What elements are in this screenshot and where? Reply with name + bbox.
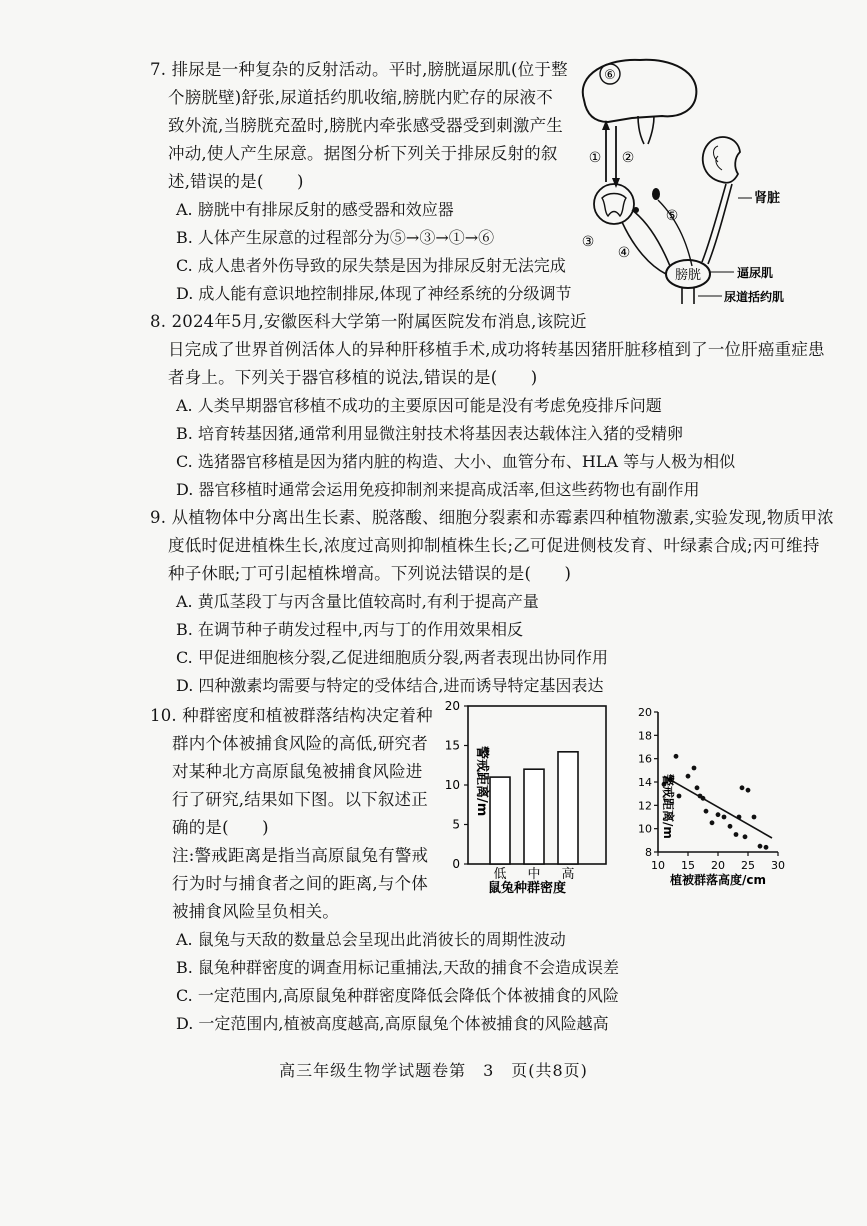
q10-note: 行为时与捕食者之间的距离,与个体 — [172, 874, 428, 893]
x-tick-label: 20 — [711, 859, 725, 872]
q9-option-d: D. 四种激素均需要与特定的受体结合,进而诱导特定基因表达 — [176, 676, 604, 695]
q9-option-a: A. 黄瓜茎段丁与丙含量比值较高时,有利于提高产量 — [176, 592, 539, 611]
q7-line: 致外流,当膀胱充盈时,膀胱内牵张感受器受到刺激产生 — [168, 116, 563, 135]
bar — [524, 769, 544, 864]
q7-option-a: A. 膀胱中有排尿反射的感受器和效应器 — [176, 200, 454, 219]
q8-line: 日完成了世界首例活体人的异种肝移植手术,成功将转基因猪肝脏移植到了一位肝癌重症患 — [168, 340, 825, 359]
q10-line: 群内个体被捕食风险的高低,研究者 — [172, 734, 428, 753]
x-tick-label: 25 — [741, 859, 755, 872]
data-point — [752, 815, 757, 820]
data-point — [704, 809, 709, 814]
label-4: ④ — [617, 245, 631, 261]
y-tick-label: 16 — [638, 752, 652, 766]
q9-line: 度低时促进植株生长,浓度过高则抑制植株生长;乙可促进侧枝发育、叶绿素合成;丙可维持 — [168, 536, 820, 555]
page-footer: 高三年级生物学试题卷第 3 页(共8页) — [279, 1061, 588, 1080]
detrusor-label: 逼尿肌 — [737, 266, 774, 280]
q10-line: 10. 种群密度和植被群落结构决定着种 — [150, 706, 433, 725]
y-tick-label: 10 — [638, 822, 652, 836]
y-tick-label: 10 — [444, 778, 460, 792]
bar-chart-population-density — [430, 698, 610, 898]
q7-line: 冲动,使人产生尿意。据图分析下列关于排尿反射的叙 — [168, 144, 558, 163]
data-point — [722, 815, 727, 820]
kidney-label: 肾脏 — [754, 191, 781, 206]
data-point — [740, 785, 745, 790]
q7-option-c: C. 成人患者外伤导致的尿失禁是因为排尿反射无法完成 — [176, 256, 566, 275]
spinal-cord-section — [594, 184, 634, 224]
q7-option-d: D. 成人能有意识地控制排尿,体现了神经系统的分级调节 — [176, 284, 572, 303]
q10-option-d: D. 一定范围内,植被高度越高,高原鼠兔个体被捕食的风险越高 — [176, 1014, 609, 1033]
data-point — [674, 754, 679, 759]
x-axis-label: 植被群落高度/cm — [669, 873, 767, 887]
label-5: ⑤ — [665, 208, 679, 224]
x-tick-label: 10 — [651, 859, 665, 872]
q10-note: 被捕食风险呈负相关。 — [172, 902, 339, 921]
q9-option-c: C. 甲促进细胞核分裂,乙促进细胞质分裂,两者表现出协同作用 — [176, 648, 609, 667]
q8-line: 者身上。下列关于器官移植的说法,错误的是( ) — [168, 368, 538, 387]
x-axis-label: 鼠兔种群密度 — [487, 881, 567, 896]
bladder-label: 膀胱 — [674, 268, 702, 283]
q10-option-c: C. 一定范围内,高原鼠兔种群密度降低会降低个体被捕食的风险 — [176, 986, 619, 1005]
brainstem-shape — [638, 116, 654, 144]
q10-note: 注:警戒距离是指当高原鼠兔有警戒 — [172, 846, 429, 865]
x-tick-label: 低 — [493, 867, 507, 882]
trend-line — [664, 776, 772, 838]
kidney-shape — [703, 137, 740, 183]
scatter-chart-vegetation-height — [618, 700, 788, 900]
y-tick-label: 20 — [444, 699, 460, 713]
q8-line: 8. 2024年5月,安徽医科大学第一附属医院发布消息,该院近 — [150, 312, 587, 331]
y-tick-label: 20 — [638, 706, 652, 719]
data-point — [677, 794, 682, 799]
data-point — [746, 788, 751, 793]
data-point — [710, 820, 715, 825]
pathway-1-label: ① — [588, 150, 602, 166]
y-tick-label: 15 — [444, 738, 460, 753]
x-tick-label: 15 — [681, 859, 695, 872]
bar — [558, 752, 578, 864]
sphincter-label: 尿道括约肌 — [724, 290, 785, 304]
pathway-2-label: ② — [621, 150, 635, 166]
y-tick-label: 14 — [638, 776, 652, 789]
q7-line: 个膀胱壁)舒张,尿道括约肌收缩,膀胱内贮存的尿液不 — [168, 88, 553, 107]
q10-option-b: B. 鼠兔种群密度的调查用标记重捕法,天敌的捕食不会造成误差 — [176, 958, 620, 977]
label-3: ③ — [581, 234, 595, 250]
q9-line: 种子休眠;丁可引起植株增高。下列说法错误的是( ) — [168, 564, 572, 583]
brain-label: ⑥ — [604, 68, 616, 83]
q10-line: 确的是( ) — [172, 818, 269, 837]
bar — [490, 777, 510, 864]
q7-line: 7. 排尿是一种复杂的反射活动。平时,膀胱逼尿肌(位于整 — [150, 60, 568, 79]
q8-option-a: A. 人类早期器官移植不成功的主要原因可能是没有考虑免疫排斥问题 — [176, 396, 662, 415]
data-point — [743, 834, 748, 839]
data-point — [692, 766, 697, 771]
data-point — [695, 785, 700, 790]
y-tick-label: 0 — [452, 857, 460, 871]
data-point — [734, 832, 739, 837]
data-point — [716, 812, 721, 817]
y-tick-label: 18 — [638, 729, 652, 743]
data-point — [728, 824, 733, 829]
y-tick-label: 12 — [638, 799, 652, 813]
q10-option-a: A. 鼠兔与天敌的数量总会呈现出此消彼长的周期性波动 — [176, 930, 566, 949]
data-point — [686, 774, 691, 779]
y-tick-label: 5 — [452, 817, 460, 832]
q10-line: 行了研究,结果如下图。以下叙述正 — [172, 790, 428, 809]
x-tick-label: 中 — [527, 867, 541, 882]
q7-line: 述,错误的是( ) — [168, 172, 304, 191]
y-axis-label: 警戒距离/m — [474, 746, 489, 817]
q9-option-b: B. 在调节种子萌发过程中,丙与丁的作用效果相反 — [176, 620, 524, 639]
data-point — [764, 845, 769, 850]
q9-line: 9. 从植物体中分离出生长素、脱落酸、细胞分裂素和赤霉素四种植物激素,实验发现,物质甲浓 — [150, 508, 834, 527]
q10-line: 对某种北方高原鼠兔被捕食风险进 — [172, 762, 423, 781]
q8-option-c: C. 选猪器官移植是因为猪内脏的构造、大小、血管分布、HLA 等与人极为相似 — [176, 452, 736, 471]
y-tick-label: 8 — [645, 846, 652, 859]
brain-shape — [583, 60, 697, 122]
x-tick-label: 高 — [561, 867, 575, 882]
x-tick-label: 30 — [771, 859, 785, 872]
y-axis-label: 警戒距离/m — [661, 774, 675, 839]
urination-reflex-diagram — [562, 52, 822, 308]
q8-option-b: B. 培育转基因猪,通常利用显微注射技术将基因表达载体注入猪的受精卵 — [176, 424, 684, 443]
q7-option-b: B. 人体产生尿意的过程部分为⑤→③→①→⑥ — [176, 228, 495, 247]
q8-option-d: D. 器官移植时通常会运用免疫抑制剂来提高成活率,但这些药物也有副作用 — [176, 480, 700, 499]
data-point — [758, 844, 763, 849]
